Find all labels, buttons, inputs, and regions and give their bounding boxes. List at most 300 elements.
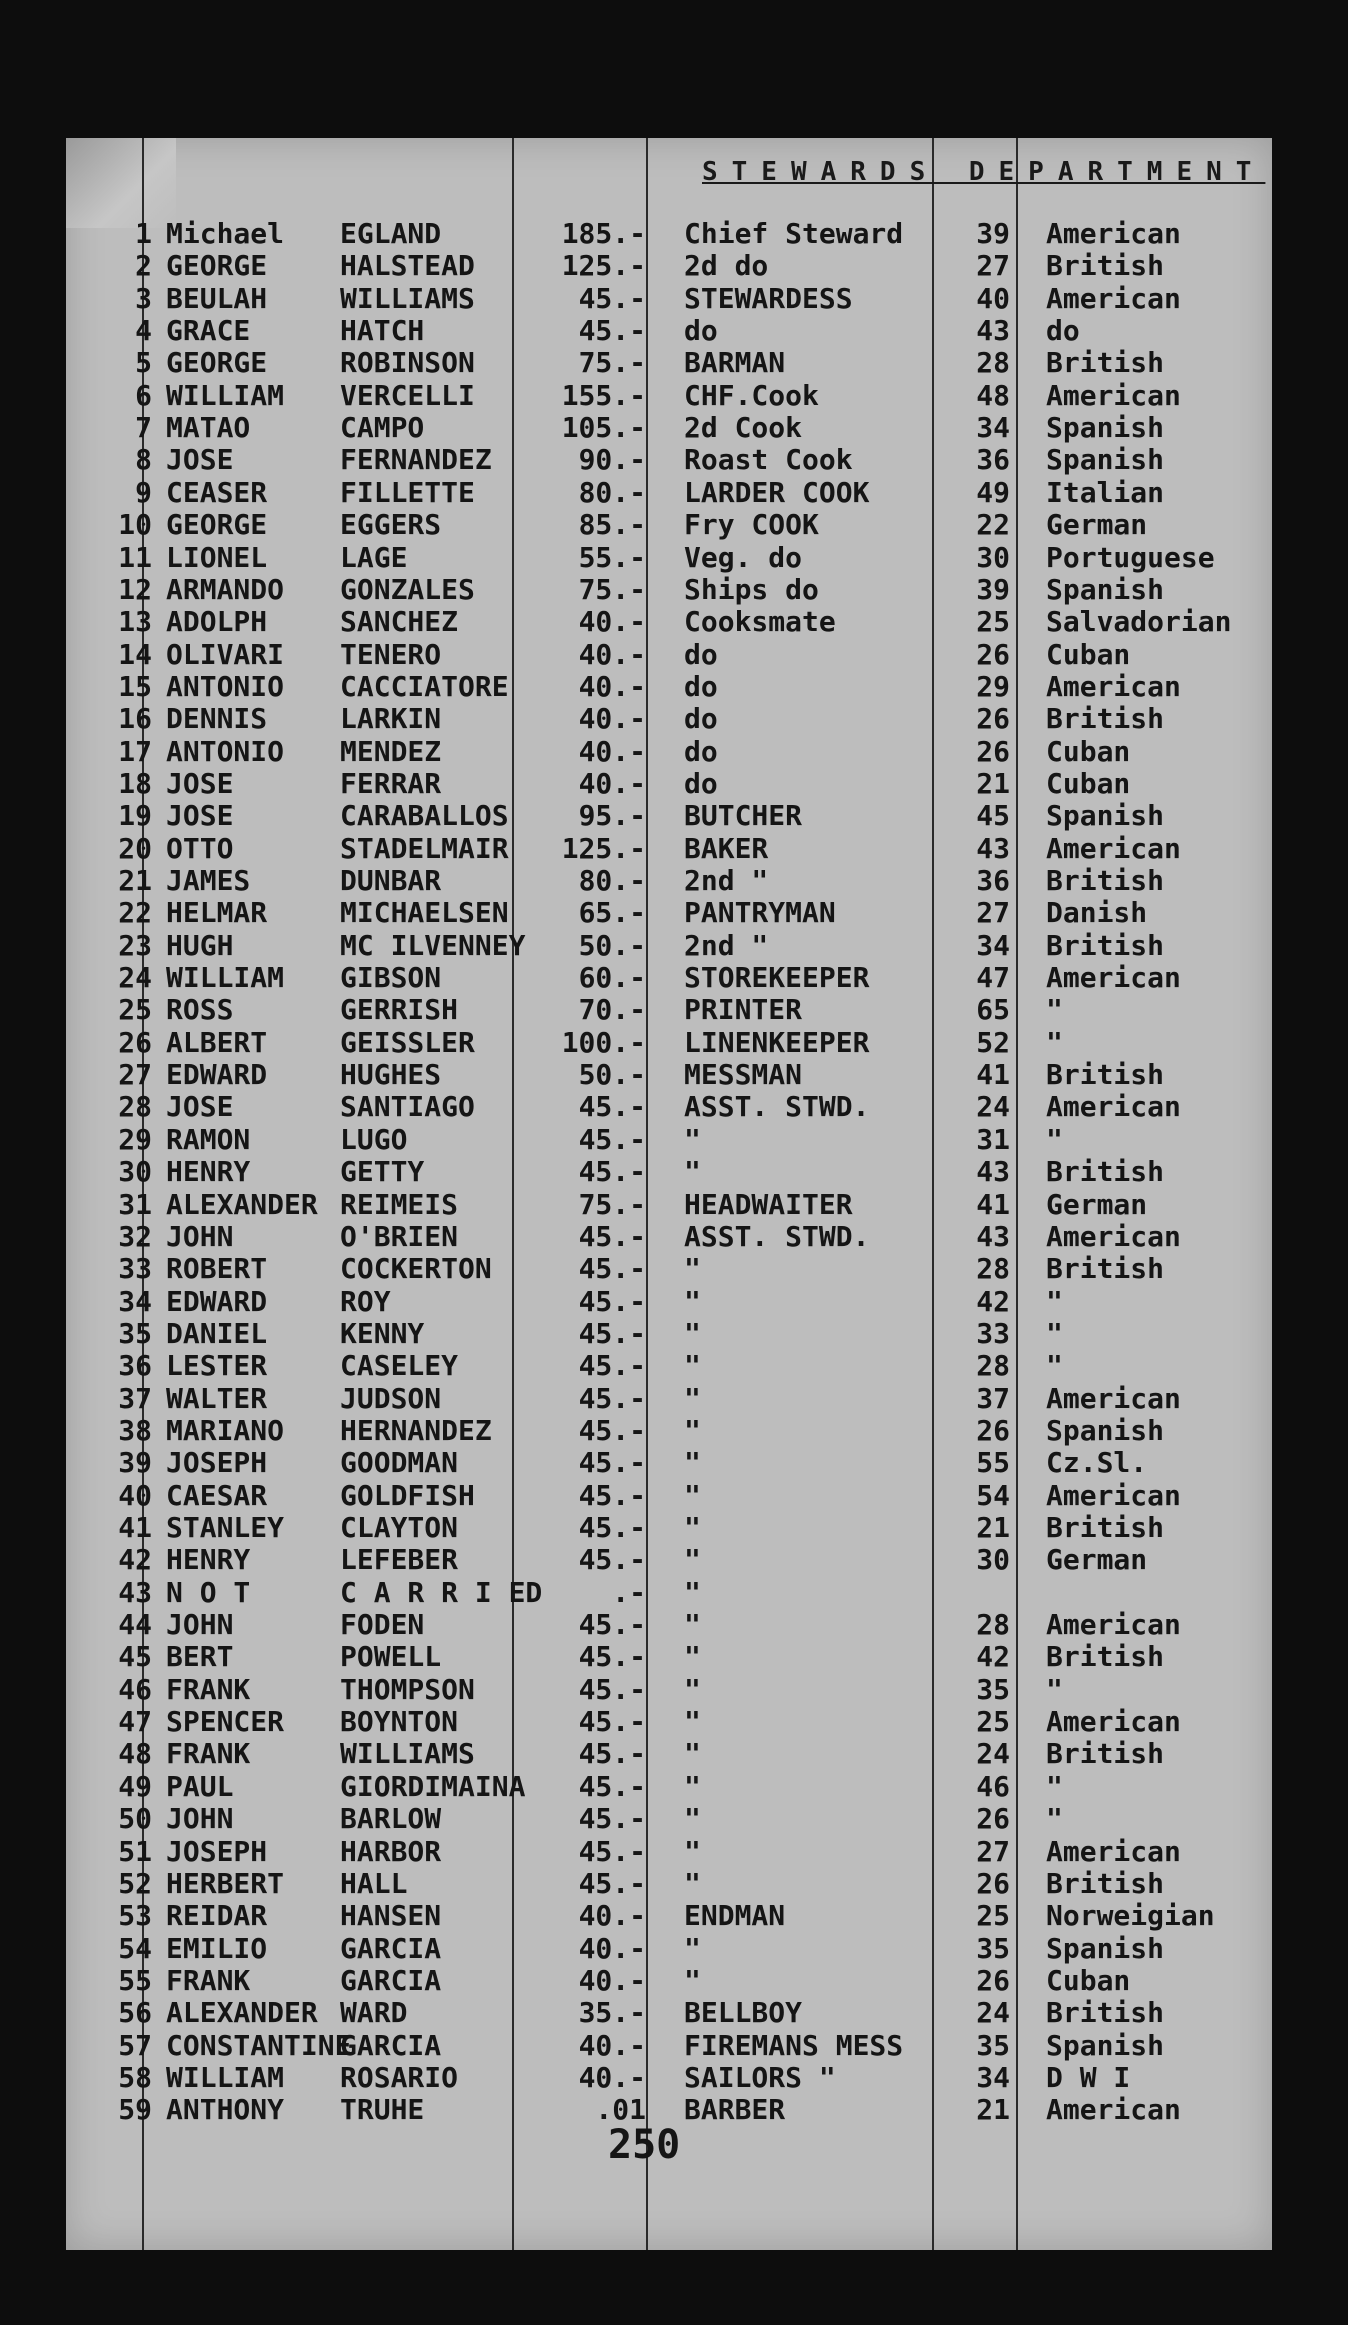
first-name: CONSTANTINE — [166, 2028, 352, 2062]
row-number: 15 — [118, 669, 152, 703]
rating: " — [684, 1349, 701, 1383]
monthly-pay: 90.- — [578, 443, 646, 477]
nationality: American — [1046, 1219, 1181, 1253]
first-name: JOSE — [166, 766, 234, 800]
last-name: GARCIA — [340, 1931, 442, 1965]
first-name: HENRY — [166, 1155, 251, 1189]
last-name: HALSTEAD — [340, 249, 475, 283]
row-number: 39 — [118, 1446, 152, 1480]
row-number: 40 — [118, 1478, 152, 1512]
rating: " — [684, 1608, 701, 1642]
monthly-pay: 105.- — [561, 411, 646, 445]
last-name: MENDEZ — [340, 734, 442, 768]
row-number: 13 — [118, 605, 152, 639]
row-number: 47 — [118, 1705, 152, 1739]
first-name: JOHN — [166, 1802, 234, 1836]
nationality: Norweigian — [1046, 1899, 1215, 1933]
first-name: HERBERT — [166, 1866, 285, 1900]
age: 55 — [976, 1446, 1010, 1480]
crew-row — [0, 1350, 1348, 1382]
crew-row — [0, 1577, 1348, 1609]
last-name: LEFEBER — [340, 1543, 459, 1577]
monthly-pay: 45.- — [578, 1284, 646, 1318]
age: 34 — [976, 2060, 1010, 2094]
folded-corner — [66, 138, 176, 228]
last-name: MICHAELSEN — [340, 896, 509, 930]
row-number: 5 — [135, 346, 152, 380]
crew-row — [0, 1318, 1348, 1350]
crew-row — [0, 1189, 1348, 1221]
row-number: 33 — [118, 1252, 152, 1286]
crew-row — [0, 1868, 1348, 1900]
row-number: 7 — [135, 411, 152, 445]
first-name: ADOLPH — [166, 605, 268, 639]
last-name: O'BRIEN — [340, 1219, 459, 1253]
nationality: " — [1046, 1122, 1063, 1156]
age: 42 — [976, 1640, 1010, 1674]
row-number: 12 — [118, 572, 152, 606]
nationality: do — [1046, 314, 1080, 348]
nationality: Cuban — [1046, 637, 1131, 671]
first-name: HUGH — [166, 928, 234, 962]
row-number: 46 — [118, 1672, 152, 1706]
nationality: American — [1046, 378, 1181, 412]
last-name: C A R R I ED — [340, 1575, 543, 1609]
rating: ENDMAN — [684, 1899, 786, 1933]
monthly-pay: 85.- — [578, 508, 646, 542]
crew-row — [0, 283, 1348, 315]
nationality: British — [1046, 702, 1165, 736]
rating: " — [684, 1316, 701, 1350]
nationality: " — [1046, 993, 1063, 1027]
first-name: WALTER — [166, 1381, 268, 1415]
monthly-pay: 45.- — [578, 1478, 646, 1512]
row-number: 11 — [118, 540, 152, 574]
first-name: JOSE — [166, 799, 234, 833]
first-name: HENRY — [166, 1543, 251, 1577]
last-name: GONZALES — [340, 572, 475, 606]
age: 26 — [976, 1963, 1010, 1997]
rating: ASST. STWD. — [684, 1219, 870, 1253]
monthly-pay: .- — [612, 1575, 646, 1609]
age: 45 — [976, 799, 1010, 833]
first-name: CAESAR — [166, 1478, 268, 1512]
rating: do — [684, 314, 718, 348]
last-name: WARD — [340, 1996, 408, 2030]
last-name: LARKIN — [340, 702, 442, 736]
age: 34 — [976, 411, 1010, 445]
nationality: American — [1046, 1834, 1181, 1868]
row-number: 45 — [118, 1640, 152, 1674]
rating: " — [684, 1769, 701, 1803]
last-name: ROSARIO — [340, 2060, 459, 2094]
monthly-pay: 40.- — [578, 2060, 646, 2094]
row-number: 8 — [135, 443, 152, 477]
rating: " — [684, 1478, 701, 1512]
nationality: British — [1046, 1996, 1165, 2030]
crew-row — [0, 865, 1348, 897]
rating: Cooksmate — [684, 605, 836, 639]
monthly-pay: 45.- — [578, 1090, 646, 1124]
nationality: British — [1046, 1737, 1165, 1771]
first-name: BEULAH — [166, 281, 268, 315]
row-number: 48 — [118, 1737, 152, 1771]
age: 35 — [976, 2028, 1010, 2062]
row-number: 29 — [118, 1122, 152, 1156]
rating: " — [684, 1963, 701, 1997]
last-name: WILLIAMS — [340, 281, 475, 315]
rating: " — [684, 1252, 701, 1286]
crew-row — [0, 994, 1348, 1026]
age: 26 — [976, 734, 1010, 768]
monthly-pay: 45.- — [578, 1802, 646, 1836]
monthly-pay: 55.- — [578, 540, 646, 574]
rating: FIREMANS MESS — [684, 2028, 904, 2062]
age: 28 — [976, 1608, 1010, 1642]
monthly-pay: 45.- — [578, 1381, 646, 1415]
row-number: 35 — [118, 1316, 152, 1350]
age: 43 — [976, 831, 1010, 865]
nationality: British — [1046, 1058, 1165, 1092]
first-name: JOSEPH — [166, 1446, 268, 1480]
first-name: REIDAR — [166, 1899, 268, 1933]
monthly-pay: 185.- — [561, 217, 646, 250]
monthly-pay: 45.- — [578, 281, 646, 315]
age: 22 — [976, 508, 1010, 542]
crew-row — [0, 347, 1348, 379]
monthly-pay: 65.- — [578, 896, 646, 930]
nationality: American — [1046, 831, 1181, 865]
crew-row — [0, 1156, 1348, 1188]
nationality: Portuguese — [1046, 540, 1215, 574]
age: 24 — [976, 1737, 1010, 1771]
age: 30 — [976, 1543, 1010, 1577]
last-name: CARABALLOS — [340, 799, 509, 833]
last-name: FODEN — [340, 1608, 425, 1642]
crew-row — [0, 962, 1348, 994]
crew-row — [0, 542, 1348, 574]
crew-row — [0, 1836, 1348, 1868]
nationality: " — [1046, 1802, 1063, 1836]
crew-row — [0, 1674, 1348, 1706]
row-number: 58 — [118, 2060, 152, 2094]
monthly-pay: 45.- — [578, 1413, 646, 1447]
last-name: HARBOR — [340, 1834, 442, 1868]
monthly-pay: 45.- — [578, 1155, 646, 1189]
first-name: GEORGE — [166, 346, 268, 380]
first-name: HELMAR — [166, 896, 268, 930]
last-name: LUGO — [340, 1122, 408, 1156]
nationality: British — [1046, 928, 1165, 962]
crew-row — [0, 1286, 1348, 1318]
first-name: ARMANDO — [166, 572, 285, 606]
crew-row — [0, 1997, 1348, 2029]
rating: ASST. STWD. — [684, 1090, 870, 1124]
first-name: DANIEL — [166, 1316, 268, 1350]
crew-row — [0, 930, 1348, 962]
age: 28 — [976, 1252, 1010, 1286]
rating: " — [684, 1672, 701, 1706]
last-name: VERCELLI — [340, 378, 475, 412]
row-number: 52 — [118, 1866, 152, 1900]
monthly-pay: 45.- — [578, 1608, 646, 1642]
nationality: British — [1046, 1155, 1165, 1189]
last-name: CACCIATORE — [340, 669, 509, 703]
last-name: GERRISH — [340, 993, 459, 1027]
crew-row — [0, 1609, 1348, 1641]
first-name: JOHN — [166, 1219, 234, 1253]
rating: MESSMAN — [684, 1058, 803, 1092]
age: 33 — [976, 1316, 1010, 1350]
rating: " — [684, 1866, 701, 1900]
last-name: TRUHE — [340, 2093, 425, 2127]
nationality: British — [1046, 1252, 1165, 1286]
age: 41 — [976, 1187, 1010, 1221]
first-name: ROSS — [166, 993, 234, 1027]
last-name: CAMPO — [340, 411, 425, 445]
last-name: REIMEIS — [340, 1187, 459, 1221]
first-name: JAMES — [166, 864, 251, 897]
age: 21 — [976, 1511, 1010, 1544]
last-name: SANTIAGO — [340, 1090, 475, 1124]
last-name: THOMPSON — [340, 1672, 475, 1706]
nationality: British — [1046, 249, 1165, 283]
crew-row — [0, 1803, 1348, 1835]
monthly-pay: 45.- — [578, 1640, 646, 1674]
last-name: DUNBAR — [340, 864, 442, 897]
last-name: KENNY — [340, 1316, 425, 1350]
first-name: JOSE — [166, 443, 234, 477]
crew-row — [0, 1641, 1348, 1673]
rating: BARMAN — [684, 346, 786, 380]
age: 21 — [976, 2093, 1010, 2127]
monthly-pay: 45.- — [578, 1672, 646, 1706]
rating: " — [684, 1284, 701, 1318]
rating: do — [684, 702, 718, 736]
last-name: ROY — [340, 1284, 391, 1318]
age: 24 — [976, 1996, 1010, 2030]
row-number: 22 — [118, 896, 152, 930]
first-name: FRANK — [166, 1672, 251, 1706]
monthly-pay: 45.- — [578, 1866, 646, 1900]
monthly-pay: 45.- — [578, 1446, 646, 1480]
row-number: 36 — [118, 1349, 152, 1383]
age: 35 — [976, 1672, 1010, 1706]
row-number: 37 — [118, 1381, 152, 1415]
monthly-pay: 45.- — [578, 1737, 646, 1771]
rating: " — [684, 1381, 701, 1415]
nationality: American — [1046, 217, 1181, 250]
row-number: 59 — [118, 2093, 152, 2127]
first-name: ANTHONY — [166, 2093, 285, 2127]
row-number: 3 — [135, 281, 152, 315]
rating: " — [684, 1834, 701, 1868]
crew-row — [0, 1253, 1348, 1285]
monthly-pay: 125.- — [561, 249, 646, 283]
age: 49 — [976, 475, 1010, 509]
first-name: OLIVARI — [166, 637, 285, 671]
first-name: ALBERT — [166, 1025, 268, 1059]
nationality: American — [1046, 1478, 1181, 1512]
nationality: American — [1046, 1608, 1181, 1642]
nationality: American — [1046, 1381, 1181, 1415]
nationality: Salvadorian — [1046, 605, 1232, 639]
row-number: 30 — [118, 1155, 152, 1189]
age: 37 — [976, 1381, 1010, 1415]
nationality: " — [1046, 1284, 1063, 1318]
last-name: POWELL — [340, 1640, 442, 1674]
first-name: GEORGE — [166, 249, 268, 283]
monthly-pay: 40.- — [578, 734, 646, 768]
monthly-pay: 75.- — [578, 572, 646, 606]
monthly-pay: 45.- — [578, 1705, 646, 1739]
crew-row — [0, 1738, 1348, 1770]
first-name: ROBERT — [166, 1252, 268, 1286]
first-name: EDWARD — [166, 1058, 268, 1092]
nationality: " — [1046, 1025, 1063, 1059]
age: 26 — [976, 637, 1010, 671]
rating: Veg. do — [684, 540, 803, 574]
rating: Ships do — [684, 572, 819, 606]
rating: BAKER — [684, 831, 769, 865]
monthly-pay: 45.- — [578, 1219, 646, 1253]
age: 43 — [976, 1155, 1010, 1189]
row-number: 23 — [118, 928, 152, 962]
row-number: 50 — [118, 1802, 152, 1836]
monthly-pay: 45.- — [578, 1769, 646, 1803]
first-name: LESTER — [166, 1349, 268, 1383]
last-name: EGLAND — [340, 217, 442, 250]
page-number: 250 — [608, 2122, 681, 2168]
monthly-pay: 125.- — [561, 831, 646, 865]
monthly-pay: 50.- — [578, 1058, 646, 1092]
row-number: 2 — [135, 249, 152, 283]
monthly-pay: .01 — [595, 2093, 646, 2127]
last-name: WILLIAMS — [340, 1737, 475, 1771]
first-name: GRACE — [166, 314, 251, 348]
first-name: FRANK — [166, 1963, 251, 1997]
first-name: LIONEL — [166, 540, 268, 574]
monthly-pay: 40.- — [578, 1899, 646, 1933]
crew-row — [0, 1933, 1348, 1965]
rating: BARBER — [684, 2093, 786, 2127]
monthly-pay: 95.- — [578, 799, 646, 833]
rating: " — [684, 1802, 701, 1836]
crew-row — [0, 1965, 1348, 1997]
crew-row — [0, 1027, 1348, 1059]
age: 52 — [976, 1025, 1010, 1059]
nationality: Spanish — [1046, 1413, 1165, 1447]
age: 26 — [976, 702, 1010, 736]
age: 54 — [976, 1478, 1010, 1512]
rating: Roast Cook — [684, 443, 853, 477]
crew-row — [0, 218, 1348, 250]
age: 36 — [976, 443, 1010, 477]
last-name: EGGERS — [340, 508, 442, 542]
rating: Chief Steward — [684, 217, 904, 250]
monthly-pay: 35.- — [578, 1996, 646, 2030]
first-name: FRANK — [166, 1737, 251, 1771]
first-name: OTTO — [166, 831, 234, 865]
row-number: 53 — [118, 1899, 152, 1933]
age: 43 — [976, 1219, 1010, 1253]
last-name: CASELEY — [340, 1349, 459, 1383]
first-name: ALEXANDER — [166, 1187, 318, 1221]
age: 26 — [976, 1802, 1010, 1836]
rating: " — [684, 1511, 701, 1544]
monthly-pay: 45.- — [578, 1511, 646, 1544]
age: 28 — [976, 346, 1010, 380]
monthly-pay: 45.- — [578, 1349, 646, 1383]
row-number: 14 — [118, 637, 152, 671]
rating: do — [684, 669, 718, 703]
row-number: 42 — [118, 1543, 152, 1577]
monthly-pay: 75.- — [578, 1187, 646, 1221]
row-number: 44 — [118, 1608, 152, 1642]
last-name: TENERO — [340, 637, 442, 671]
age: 25 — [976, 1705, 1010, 1739]
row-number: 54 — [118, 1931, 152, 1965]
rating: " — [684, 1413, 701, 1447]
nationality: Spanish — [1046, 799, 1165, 833]
age: 34 — [976, 928, 1010, 962]
monthly-pay: 45.- — [578, 1122, 646, 1156]
age: 41 — [976, 1058, 1010, 1092]
crew-row — [0, 768, 1348, 800]
age: 65 — [976, 993, 1010, 1027]
nationality: American — [1046, 669, 1181, 703]
row-number: 49 — [118, 1769, 152, 1803]
rating: 2nd " — [684, 928, 769, 962]
row-number: 55 — [118, 1963, 152, 1997]
rating: " — [684, 1640, 701, 1674]
row-number: 19 — [118, 799, 152, 833]
crew-row — [0, 800, 1348, 832]
crew-row — [0, 1415, 1348, 1447]
crew-row — [0, 315, 1348, 347]
row-number: 56 — [118, 1996, 152, 2030]
nationality: American — [1046, 1090, 1181, 1124]
last-name: SANCHEZ — [340, 605, 459, 639]
crew-row — [0, 412, 1348, 444]
age: 29 — [976, 669, 1010, 703]
crew-row — [0, 1900, 1348, 1932]
nationality: Spanish — [1046, 572, 1165, 606]
first-name: Michael — [166, 217, 285, 250]
last-name: HUGHES — [340, 1058, 442, 1092]
last-name: STADELMAIR — [340, 831, 509, 865]
row-number: 18 — [118, 766, 152, 800]
age: 36 — [976, 864, 1010, 897]
row-number: 32 — [118, 1219, 152, 1253]
row-number: 10 — [118, 508, 152, 542]
last-name: ROBINSON — [340, 346, 475, 380]
crew-row — [0, 574, 1348, 606]
nationality: Spanish — [1046, 2028, 1165, 2062]
monthly-pay: 40.- — [578, 702, 646, 736]
rating: HEADWAITER — [684, 1187, 853, 1221]
monthly-pay: 60.- — [578, 961, 646, 995]
crew-row — [0, 1706, 1348, 1738]
first-name: DENNIS — [166, 702, 268, 736]
nationality: British — [1046, 1866, 1165, 1900]
last-name: GIBSON — [340, 961, 442, 995]
rating: " — [684, 1122, 701, 1156]
crew-row — [0, 1480, 1348, 1512]
crew-row — [0, 703, 1348, 735]
first-name: JOSE — [166, 1090, 234, 1124]
age: 35 — [976, 1931, 1010, 1965]
